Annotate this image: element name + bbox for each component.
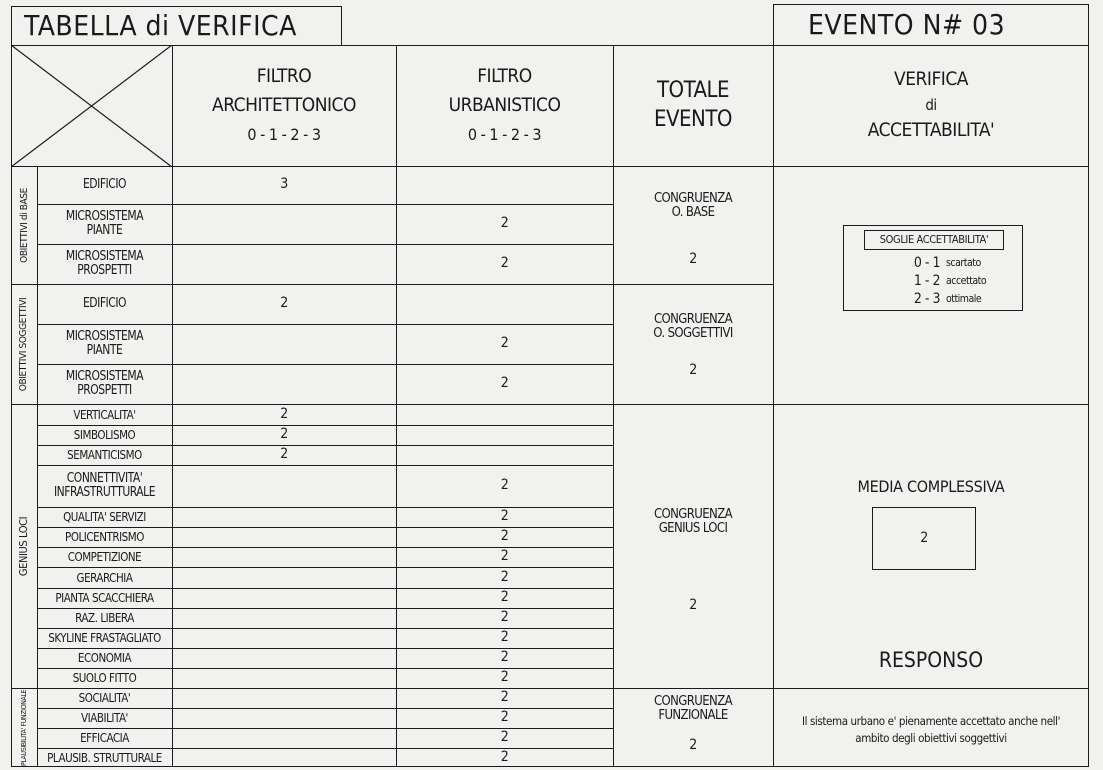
filtro-urbanistico-value: 2 (500, 748, 509, 765)
header-filtro-architettonico: FILTRO ARCHITETTONICO 0 - 1 - 2 - 3 (212, 64, 356, 144)
filtro-urbanistico-value: 2 (500, 609, 509, 626)
soglia-label: accettato (946, 275, 987, 288)
filtro-urbanistico-value (396, 166, 613, 204)
row-label: MICROSISTEMA PIANTE (65, 208, 144, 238)
filtro-architettonico-value (172, 204, 396, 244)
filtro-architettonico-value (172, 588, 396, 608)
row-label: MICROSISTEMA PROSPETTI (65, 248, 144, 278)
row-label: MICROSISTEMA PROSPETTI (65, 368, 144, 398)
responso-label: RESPONSO (878, 648, 984, 673)
filtro-architettonico-value: 3 (280, 176, 288, 193)
filtro-urbanistico-value: 2 (500, 709, 509, 726)
filtro-architettonico-value (172, 628, 396, 648)
filtro-urbanistico-value: 2 (500, 689, 509, 706)
corner-x (11, 45, 172, 167)
filtro-architettonico-value (172, 324, 396, 364)
row-label: GERARCHIA (76, 569, 133, 585)
filtro-architettonico-value (172, 688, 396, 708)
row-label: COMPETIZIONE (67, 549, 142, 565)
filtro-urbanistico-value (396, 425, 613, 445)
filtro-urbanistico-value: 2 (500, 335, 509, 352)
soglia-label: scartato (946, 257, 981, 270)
row-label: POLICENTRISMO (65, 529, 144, 545)
congruenza-funzionale-value: 2 (689, 737, 697, 754)
filtro-urbanistico-value: 2 (500, 375, 509, 392)
row-label: EDIFICIO (82, 295, 127, 311)
header-totale-evento: TOTALE EVENTO (653, 78, 732, 132)
soglia-range: 1 - 2 (913, 273, 940, 290)
congruenza-soggettivi-label: CONGRUENZA O. SOGGETTIVI (653, 311, 733, 341)
congruenza-genius-loci-value: 2 (689, 597, 697, 614)
filtro-architettonico-value (172, 567, 396, 588)
filtro-architettonico-value (172, 547, 396, 567)
filtro-architettonico-value (172, 507, 396, 527)
page-title: TABELLA di VERIFICA (24, 8, 297, 42)
row-label: PLAUSIB. STRUTTURALE (47, 749, 162, 765)
filtro-urbanistico-value (396, 404, 613, 425)
responso-text: Il sistema urbano e' pienamente accettato anche nell' ambito degli obiettivi soggettivi (801, 714, 1061, 745)
filtro-architettonico-value (172, 465, 396, 507)
row-label: PIANTA SCACCHIERA (55, 590, 154, 606)
filtro-urbanistico-value: 2 (500, 669, 509, 686)
filtro-urbanistico-value (396, 284, 613, 324)
filtro-urbanistico-value: 2 (500, 729, 509, 746)
congruenza-base-value: 2 (689, 251, 697, 268)
row-label: EFFICACIA (80, 730, 129, 746)
header-filtro-urbanistico: FILTRO URBANISTICO 0 - 1 - 2 - 3 (448, 64, 561, 144)
soglia-range: 0 - 1 (913, 255, 940, 272)
row-label: VIABILITA' (81, 710, 128, 726)
group-label-obiettivi-base: OBIETTIVI di BASE (18, 187, 30, 263)
filtro-architettonico-value (172, 648, 396, 668)
group-label-plausibilita-funzionale: PLAUSIBILITA' FUNZIONALE (20, 689, 28, 766)
filtro-architettonico-value: 2 (280, 446, 288, 463)
filtro-urbanistico-value: 2 (500, 477, 509, 494)
row-label: EDIFICIO (82, 176, 127, 192)
filtro-architettonico-value (172, 364, 396, 404)
congruenza-genius-loci-label: CONGRUENZA GENIUS LOCI (653, 506, 733, 536)
congruenza-base-label: CONGRUENZA O. BASE (653, 190, 733, 220)
row-label: QUALITA' SERVIZI (63, 509, 146, 525)
congruenza-soggettivi-value: 2 (689, 362, 697, 379)
filtro-architettonico-value (172, 728, 396, 748)
soglie-title: SOGLIE ACCETTABILITA' (879, 232, 989, 246)
filtro-urbanistico-value: 2 (500, 508, 509, 525)
header-verifica: VERIFICA di ACCETTABILITA' (867, 68, 995, 141)
filtro-urbanistico-value: 2 (500, 589, 509, 606)
filtro-architettonico-value (172, 748, 396, 767)
media-complessiva-label: MEDIA COMPLESSIVA (857, 477, 1005, 497)
filtro-architettonico-value (172, 668, 396, 688)
row-label: SOCIALITA' (78, 690, 131, 706)
filtro-urbanistico-value: 2 (500, 629, 509, 646)
filtro-urbanistico-value: 2 (500, 649, 509, 666)
filtro-architettonico-value (172, 244, 396, 284)
filtro-architettonico-value: 2 (280, 405, 288, 422)
filtro-urbanistico-value: 2 (500, 548, 509, 565)
filtro-urbanistico-value (396, 445, 613, 465)
row-label: SEMANTICISMO (67, 447, 142, 463)
filtro-architettonico-value: 2 (280, 295, 288, 312)
filtro-urbanistico-value: 2 (500, 215, 509, 232)
group-label-genius-loci: GENIUS LOCI (17, 516, 31, 576)
filtro-urbanistico-value: 2 (500, 255, 509, 272)
filtro-urbanistico-value: 2 (500, 568, 509, 585)
filtro-urbanistico-value: 2 (500, 528, 509, 545)
row-label: VERTICALITA' (73, 406, 136, 422)
row-label: ECONOMIA (77, 650, 132, 666)
row-label: SUOLO FITTO (72, 670, 137, 686)
filtro-architettonico-value (172, 608, 396, 628)
congruenza-funzionale-label: CONGRUENZA FUNZIONALE (653, 693, 733, 723)
filtro-architettonico-value (172, 708, 396, 728)
row-label: SKYLINE FRASTAGLIATO (48, 630, 161, 646)
row-label: SIMBOLISMO (73, 427, 136, 443)
row-label: RAZ. LIBERA (75, 610, 134, 626)
media-value: 2 (920, 529, 928, 546)
filtro-architettonico-value (172, 527, 396, 547)
row-label: MICROSISTEMA PIANTE (65, 328, 144, 358)
filtro-architettonico-value: 2 (280, 426, 288, 443)
event-number: EVENTO N# 03 (808, 7, 1006, 41)
soglia-range: 2 - 3 (913, 291, 940, 308)
group-label-obiettivi-soggettivi: OBIETTIVI SOGGETTIVI (18, 297, 30, 391)
soglia-label: ottimale (946, 293, 982, 306)
row-label: CONNETTIVITA' INFRASTRUTTURALE (53, 470, 156, 500)
